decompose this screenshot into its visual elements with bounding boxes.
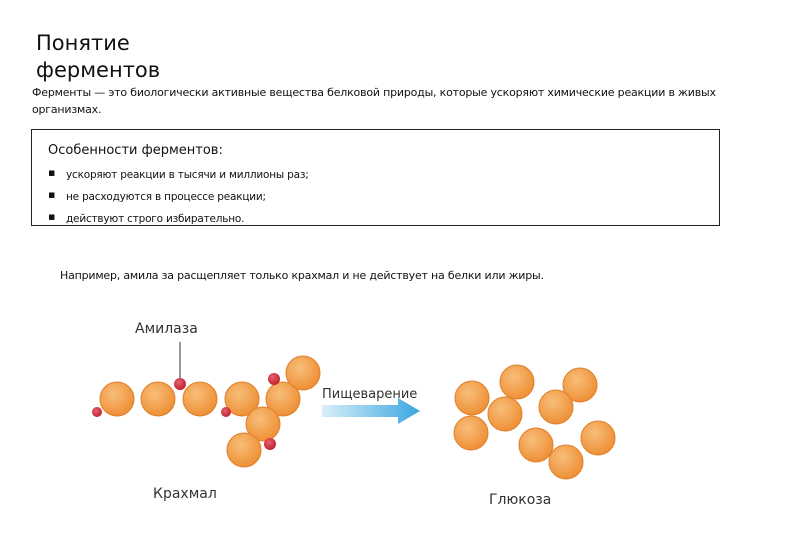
- glucose-unit: [227, 433, 261, 467]
- glucose-unit: [454, 416, 488, 450]
- page-title: Понятие ферментов: [36, 31, 161, 82]
- features-heading: Особенности ферментов:: [48, 143, 223, 158]
- enzyme-particle: [221, 407, 231, 417]
- example-text: Например, амила за расщепляет только крахмал и не действует на белки или жиры.: [60, 269, 544, 282]
- glucose-unit: [581, 421, 615, 455]
- starch-label: Крахмал: [153, 486, 217, 502]
- list-item-text: не расходуются в процессе реакции;: [66, 191, 266, 203]
- bullet-icon: ▪: [48, 166, 56, 179]
- enzyme-particle: [174, 378, 186, 390]
- glucose-unit: [455, 381, 489, 415]
- enzyme-label: Амилаза: [135, 321, 198, 337]
- starch-molecule: [100, 356, 320, 467]
- list-item-text: действуют строго избирательно.: [66, 213, 245, 225]
- glucose-unit: [519, 428, 553, 462]
- process-label: Пищеварение: [322, 387, 418, 402]
- glucose-unit: [549, 445, 583, 479]
- bullet-icon: ▪: [48, 210, 56, 223]
- glucose-unit: [500, 365, 534, 399]
- enzyme-particle: [92, 407, 102, 417]
- bullet-icon: ▪: [48, 188, 56, 201]
- glucose-unit: [183, 382, 217, 416]
- glucose-unit: [539, 390, 573, 424]
- list-item-text: ускоряют реакции в тысячи и миллионы раз;: [66, 169, 309, 181]
- glucose-label: Глюкоза: [489, 492, 552, 508]
- glucose-unit: [286, 356, 320, 390]
- glucose-molecules: [454, 365, 615, 479]
- glucose-unit: [141, 382, 175, 416]
- glucose-unit: [100, 382, 134, 416]
- definition-text: Ферменты — это биологически активные вещества белковой природы, которые ускоряют химические реакции в живых организмах.: [32, 86, 716, 116]
- glucose-unit: [488, 397, 522, 431]
- enzyme-particle: [268, 373, 280, 385]
- enzyme-particle: [264, 438, 276, 450]
